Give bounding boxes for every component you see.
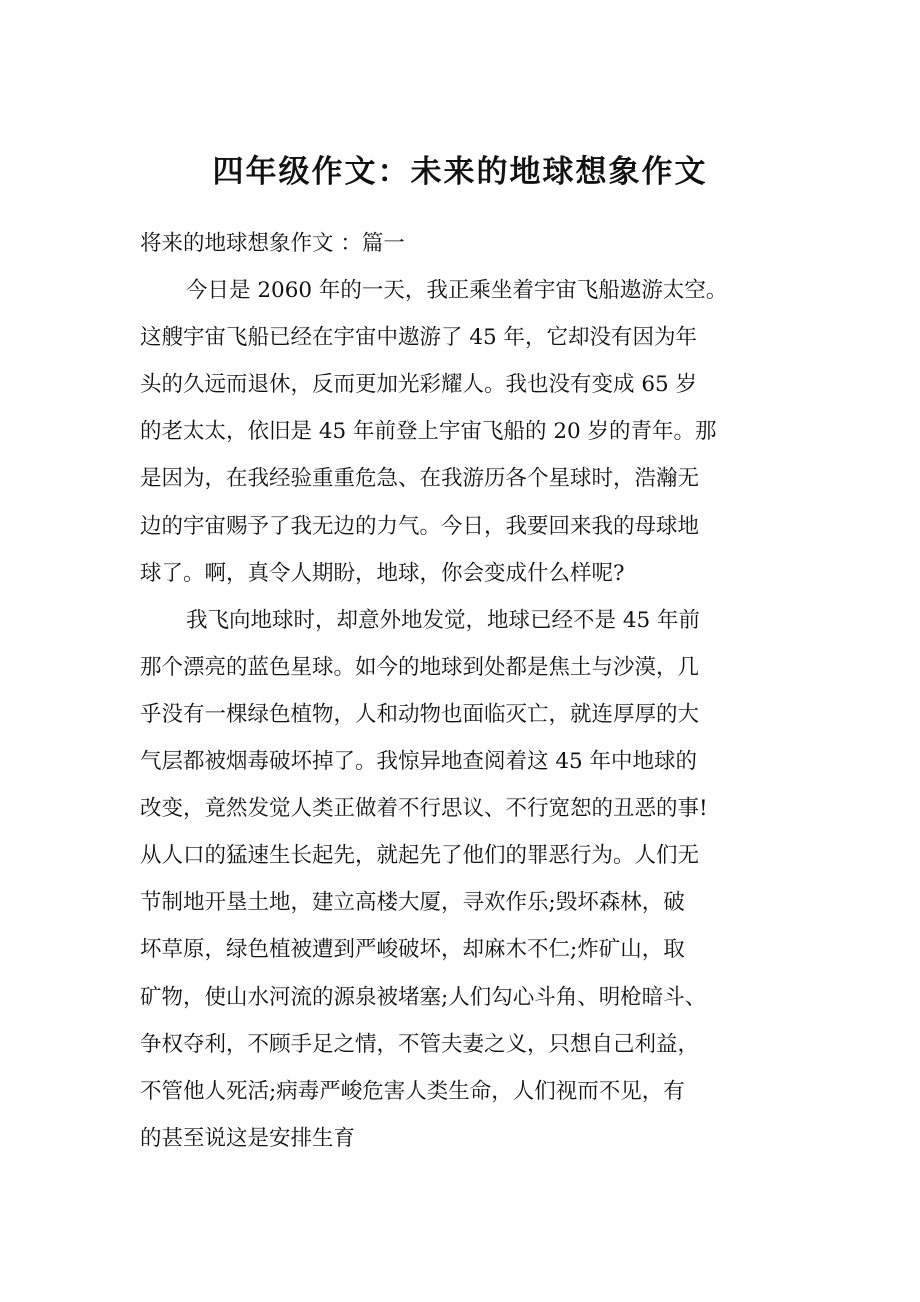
paragraph-line: 这艘宇宙飞船已经在宇宙中遨游了 45 年，它却没有因为年 [140,325,698,351]
paragraph-line: 气层都被烟毒破坏掉了。我惊异地查阅着这 45 年中地球的 [140,749,698,775]
paragraph-line: 球了。啊，真令人期盼，地球，你会变成什么样呢? [140,560,625,586]
section-heading: 将来的地球想象作文 ：篇一 [140,231,405,256]
paragraph-line: 争权夺利，不顾手足之情，不管夫妻之义，只想自己利益， [140,1031,700,1057]
paragraph-line: 改变，竟然发觉人类正做着不行思议、不行宽恕的丑恶的事! [140,796,708,822]
paragraph-line: 节制地开垦土地，建立高楼大厦，寻欢作乐;毁坏森林，破 [140,890,685,916]
paragraph-1 [140,267,800,597]
paragraph-line: 不管他人死活;病毒严峻危害人类生命，人们视而不见，有 [140,1078,685,1104]
paragraph-line: 头的久远而退休，反而更加光彩耀人。我也没有变成 65 岁 [140,372,698,398]
paragraph-line: 今日是 2060 年的一天，我正乘坐着宇宙飞船遨游太空。 [186,278,728,304]
document-body [140,220,800,1162]
paragraph-line: 矿物，使山水河流的源泉被堵塞;人们勾心斗角、明枪暗斗、 [140,984,707,1010]
paragraph-line: 乎没有一棵绿色植物，人和动物也面临灭亡，就连厚厚的大 [140,701,700,727]
paragraph-line: 的老太太，依旧是 45 年前登上宇宙飞船的 20 岁的青年。那 [140,419,717,445]
paragraph-line: 从人口的猛速生长起先，就起先了他们的罪恶行为。人们无 [140,843,700,869]
paragraph-line: 的甚至说这是安排生育 [140,1125,356,1151]
paragraph-line: 我飞向地球时，却意外地发觉，地球已经不是 45 年前 [186,607,701,633]
paragraph-line: 是因为，在我经验重重危急、在我游历各个星球时，浩瀚无 [140,466,700,492]
document-title: 四年级作文：未来的地球想象作文 [212,154,708,190]
paragraph-line: 坏草原，绿色植被遭到严峻破坏，却麻木不仁;炸矿山，取 [140,937,685,963]
paragraph-2 [140,597,800,1162]
paragraph-line: 那个漂亮的蓝色星球。如今的地球到处都是焦土与沙漠，几 [140,654,700,680]
paragraph-line: 边的宇宙赐予了我无边的力气。今日，我要回来我的母球地 [140,513,700,539]
